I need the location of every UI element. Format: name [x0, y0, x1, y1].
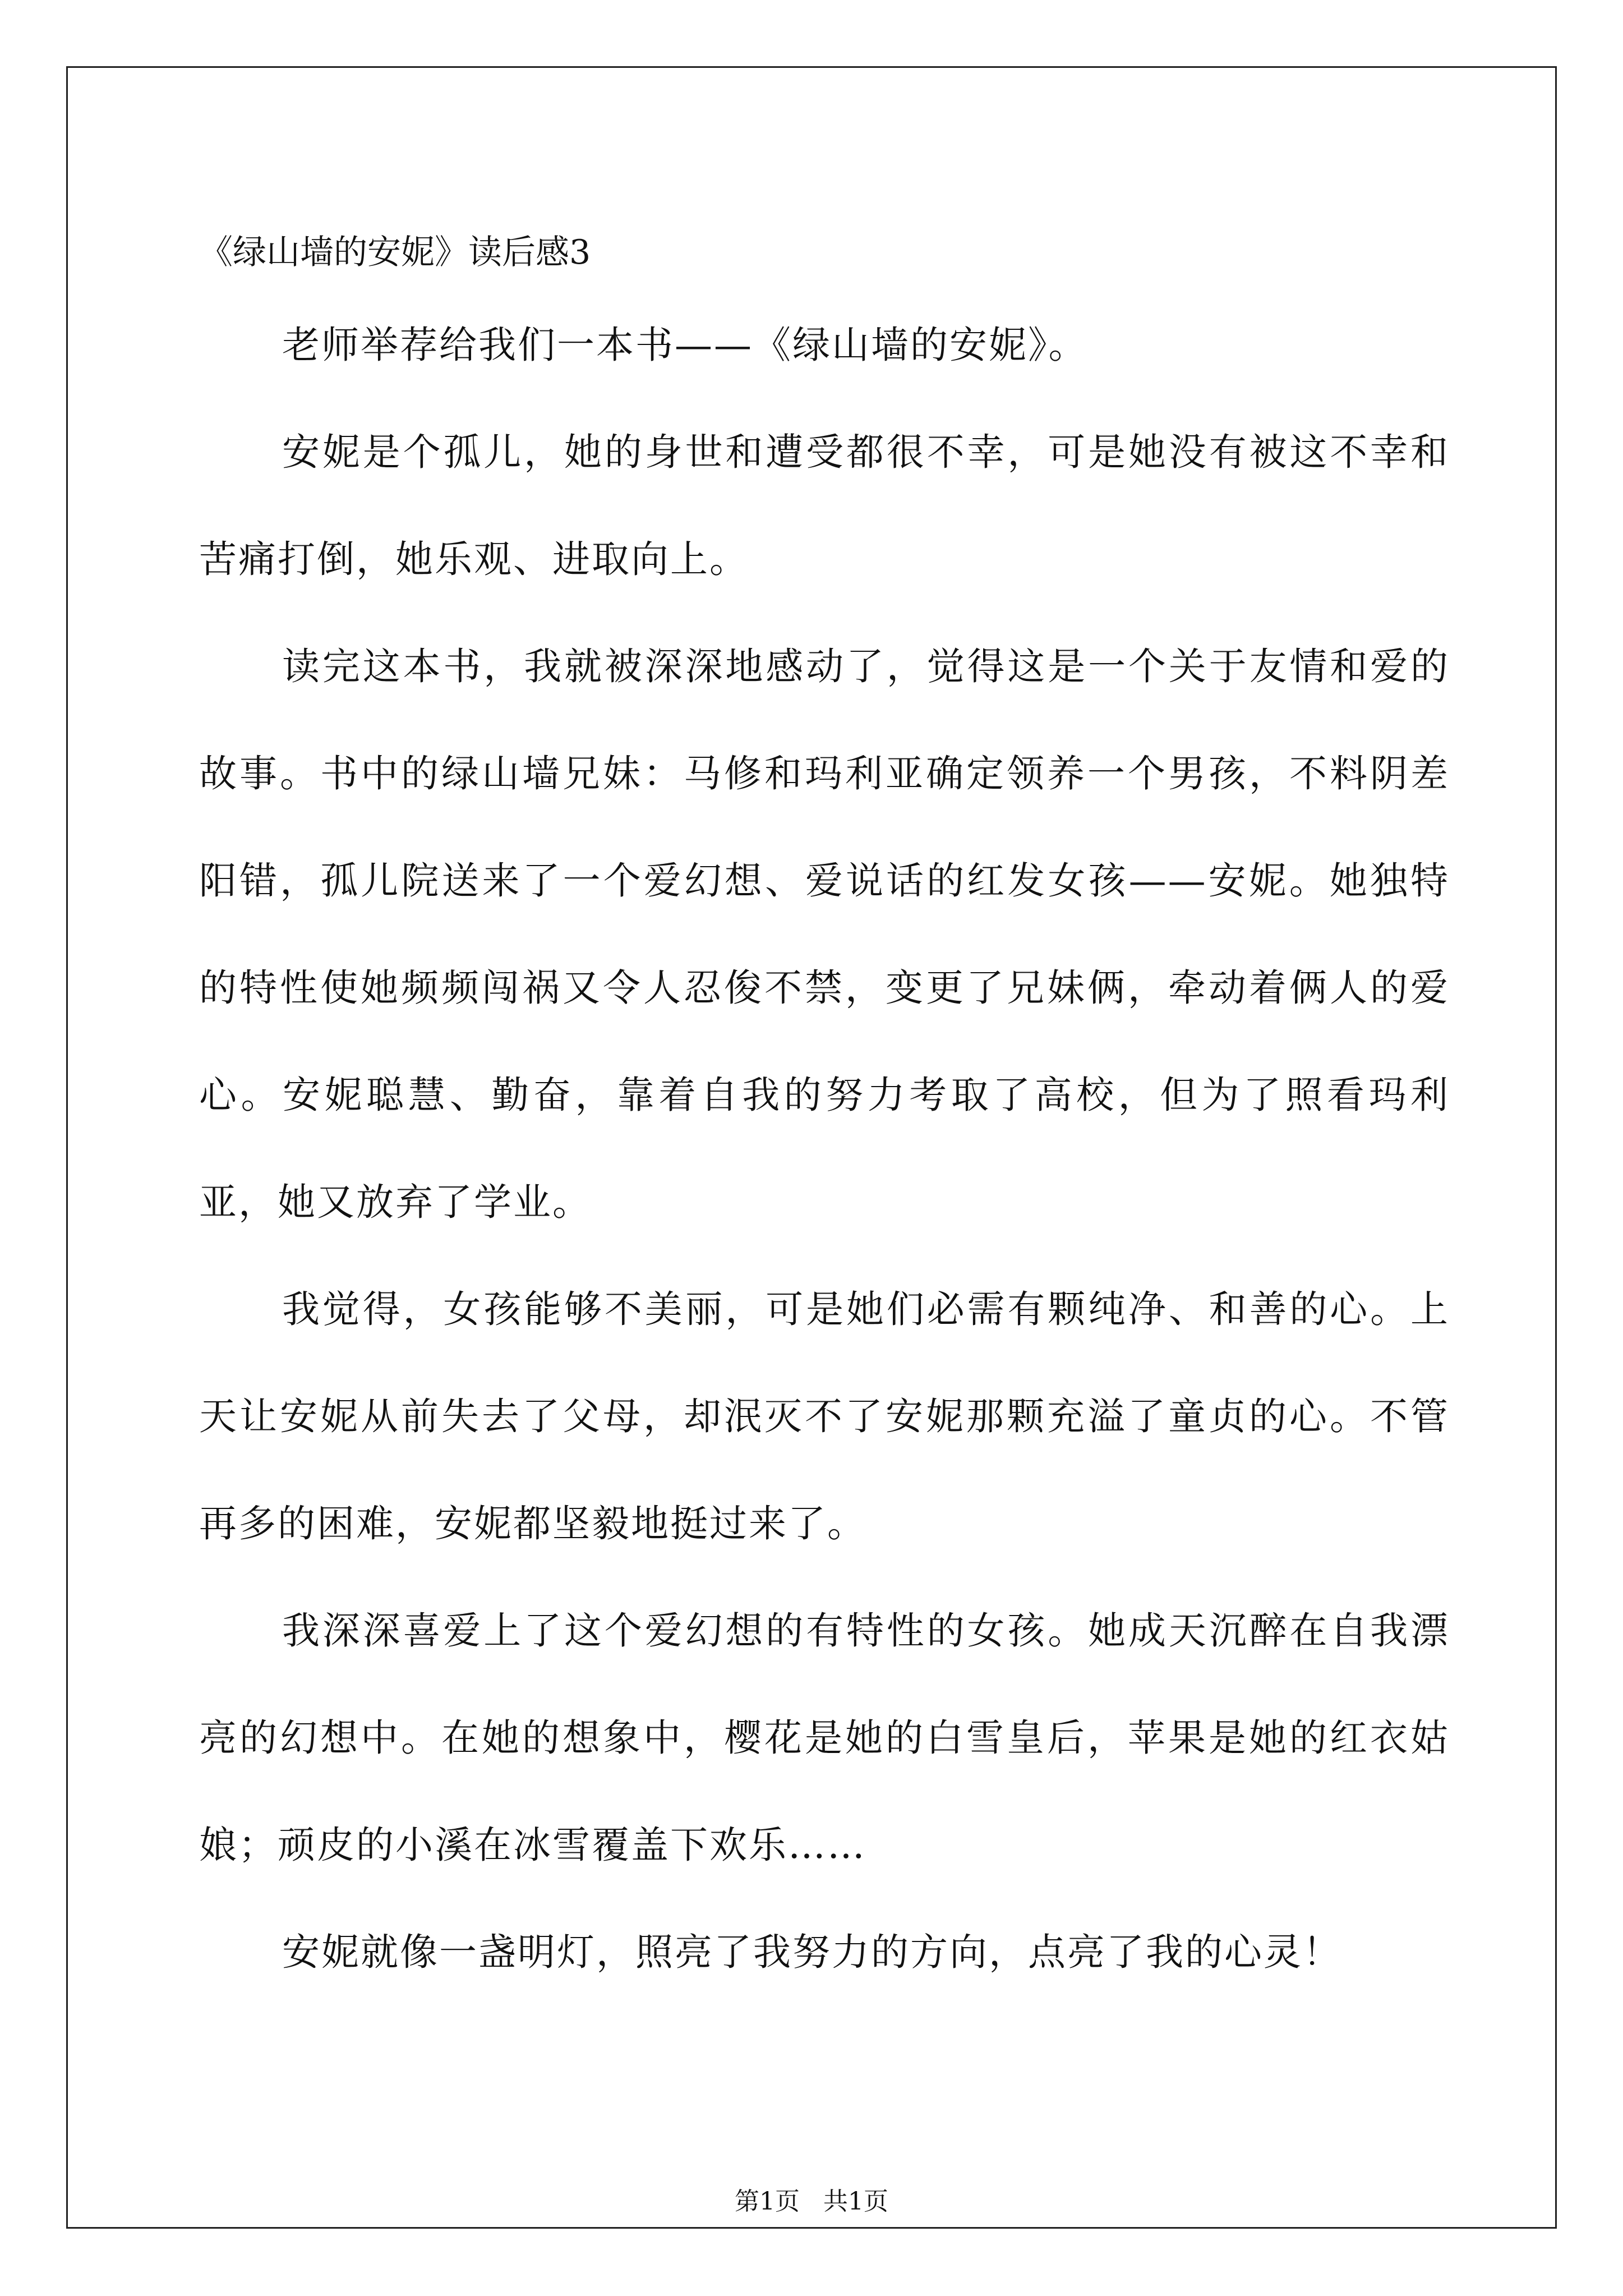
- paragraph-4: 我觉得，女孩能够不美丽，可是她们必需有颗纯净、和善的心。上天让安妮从前失去了父母，却泯灭不了安妮那颗充溢了童贞的心。不管再多的困难，安妮都坚毅地挺过来了。: [199, 1287, 1450, 1545]
- document-body: [199, 292, 1450, 2006]
- document-title: 《绿山墙的安妮》读后感3: [199, 233, 591, 272]
- paragraph-5: 我深深喜爱上了这个爱幻想的有特性的女孩。她成天沉醉在自我漂亮的幻想中。在她的想象中，樱花是她的白雪皇后，苹果是她的红衣姑娘；顽皮的小溪在冰雪覆盖下欢乐……: [199, 1609, 1450, 1867]
- page-footer: 第1页 共1页: [735, 2187, 888, 2216]
- paragraph-3: 读完这本书，我就被深深地感动了，觉得这是一个关于友情和爱的故事。书中的绿山墙兄妹：马修和玛利亚确定领养一个男孩，不料阴差阳错，孤儿院送来了一个爱幻想、爱说话的红发女孩——安妮。她独特的特性使她频频闯祸又令人忍俊不禁，变更了兄妹俩，牵动着俩人的爱心。安妮聪慧、勤奋，靠着自我的努力考取了高校，但为了照看玛利亚，她又放弃了学业。: [199, 645, 1450, 1224]
- paragraph-2: 安妮是个孤儿，她的身世和遭受都很不幸，可是她没有被这不幸和苦痛打倒，她乐观、进取向上。: [199, 430, 1450, 581]
- paragraph-1: 老师举荐给我们一本书——《绿山墙的安妮》。: [282, 323, 1088, 367]
- paragraph-6: 安妮就像一盏明灯，照亮了我努力的方向，点亮了我的心灵！: [282, 1930, 1342, 1974]
